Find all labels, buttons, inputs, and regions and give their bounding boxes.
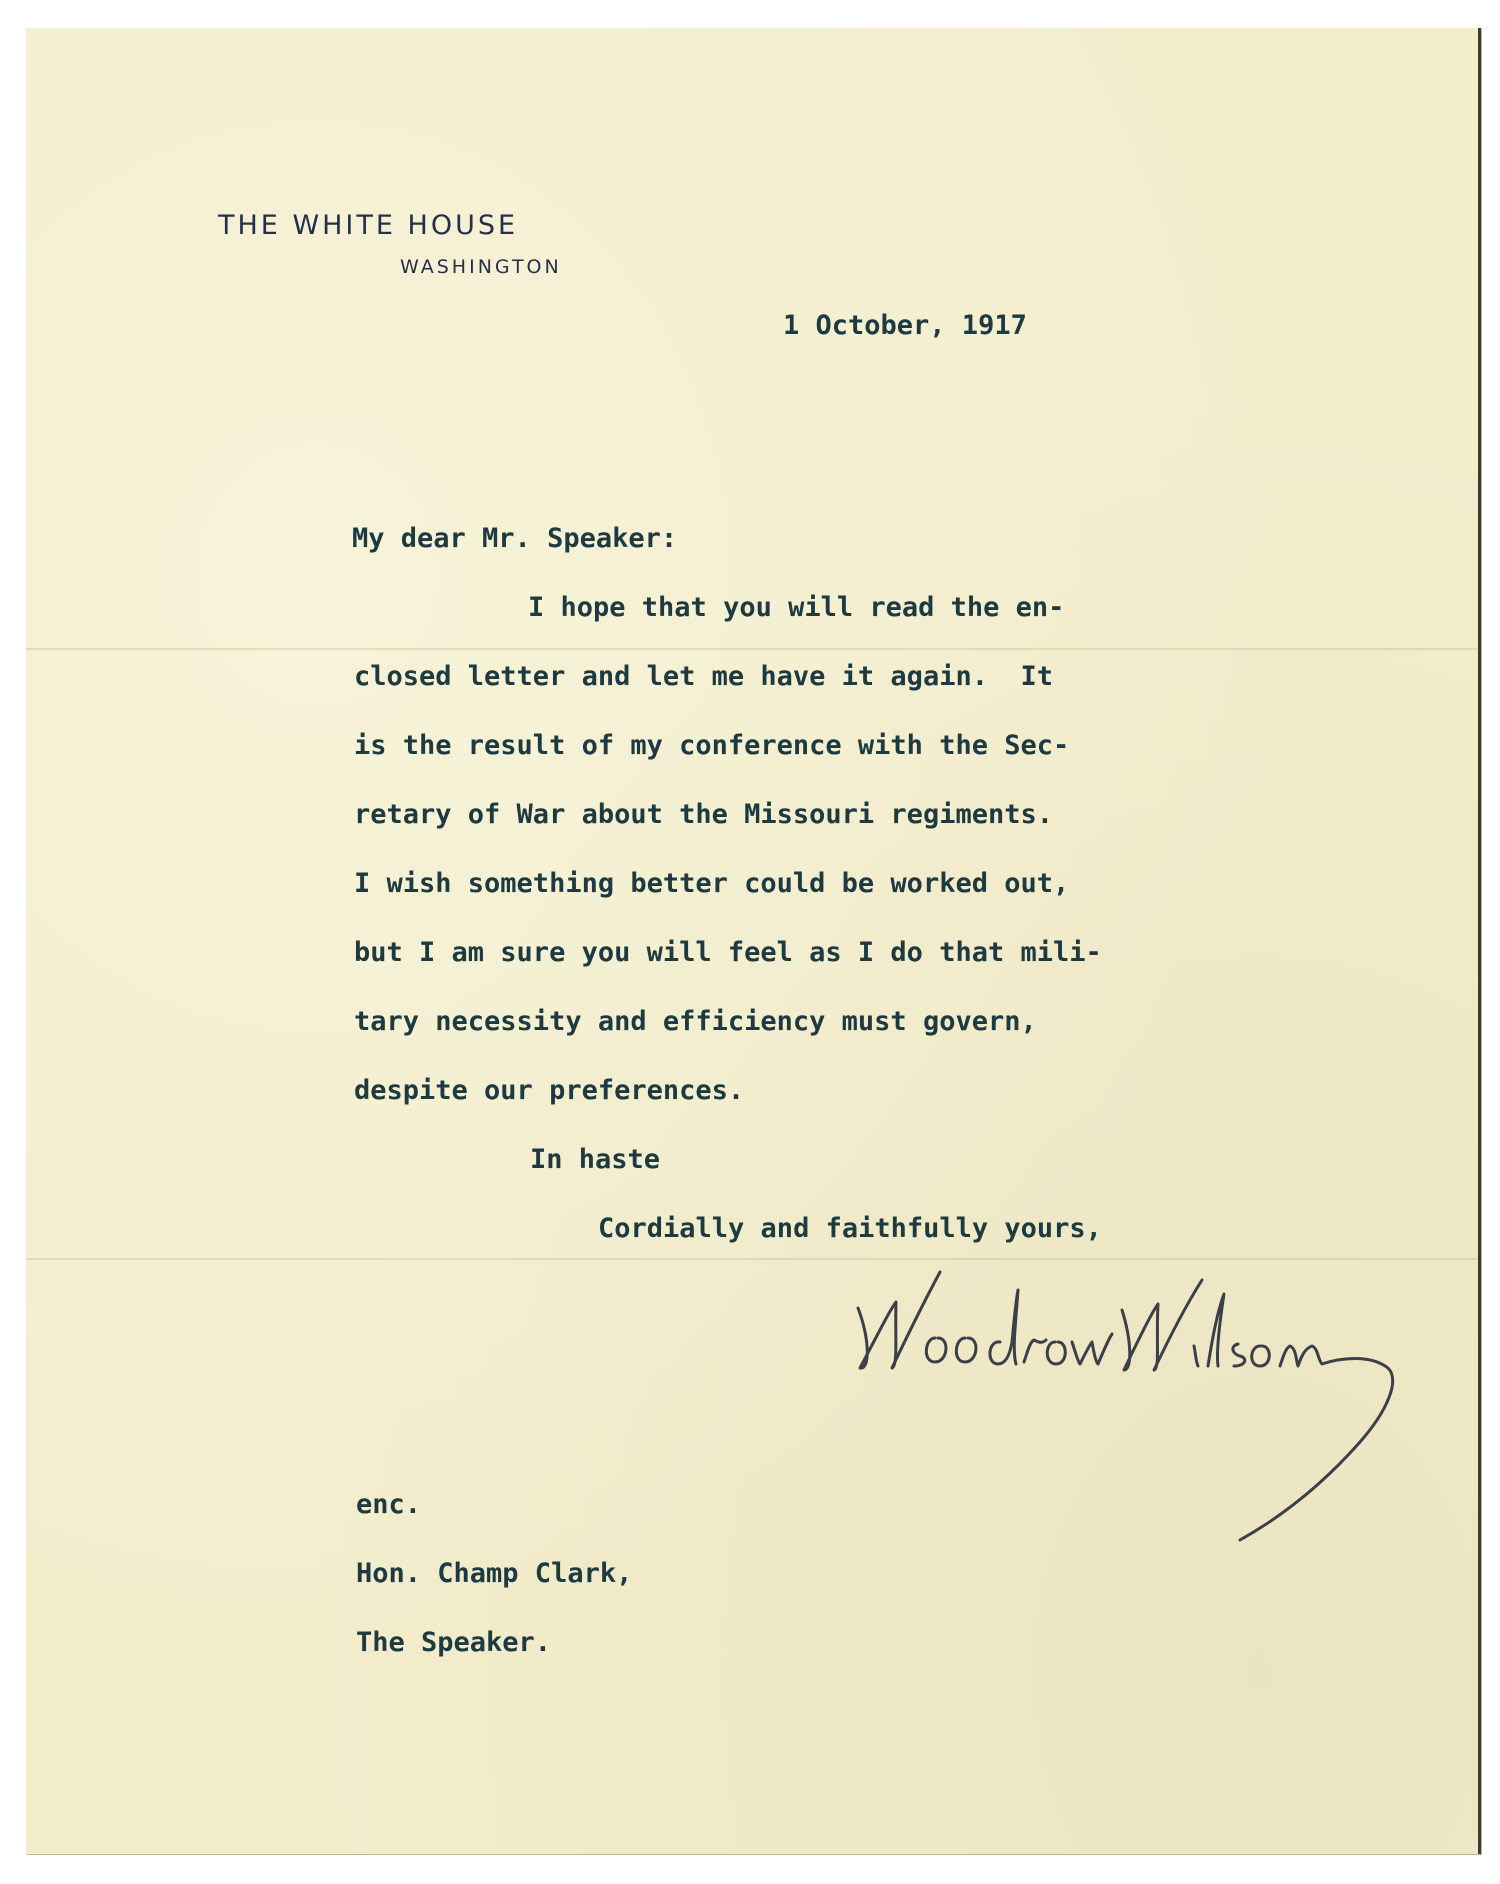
body-line: tary necessity and efficiency must govern, — [354, 1006, 1037, 1037]
recipient-name: Hon. Champ Clark, — [356, 1558, 633, 1589]
body-line: closed letter and let me have it again. It — [354, 661, 1053, 692]
closing-line: Cordially and faithfully yours, — [598, 1213, 1102, 1244]
body-line: retary of War about the Missouri regiments. — [354, 799, 1053, 830]
body-line: I hope that you will read the en- — [528, 592, 1065, 623]
letterhead-city: WASHINGTON — [400, 256, 562, 278]
letter-date: 1 October, 1917 — [783, 310, 1027, 341]
signature-woodrow-wilson — [840, 1250, 1400, 1550]
recipient-title: The Speaker. — [356, 1627, 552, 1658]
body-line: I wish something better could be worked out, — [354, 868, 1070, 899]
enclosure-note: enc. — [356, 1489, 422, 1520]
letterhead-title: THE WHITE HOUSE — [218, 210, 519, 241]
body-line: is the result of my conference with the Sec- — [354, 730, 1070, 761]
paper-fold-line — [26, 648, 1478, 650]
in-haste-line: In haste — [530, 1144, 661, 1175]
body-line: despite our preferences. — [354, 1075, 745, 1106]
salutation: My dear Mr. Speaker: — [352, 523, 678, 554]
body-line: but I am sure you will feel as I do that mili- — [354, 937, 1102, 968]
